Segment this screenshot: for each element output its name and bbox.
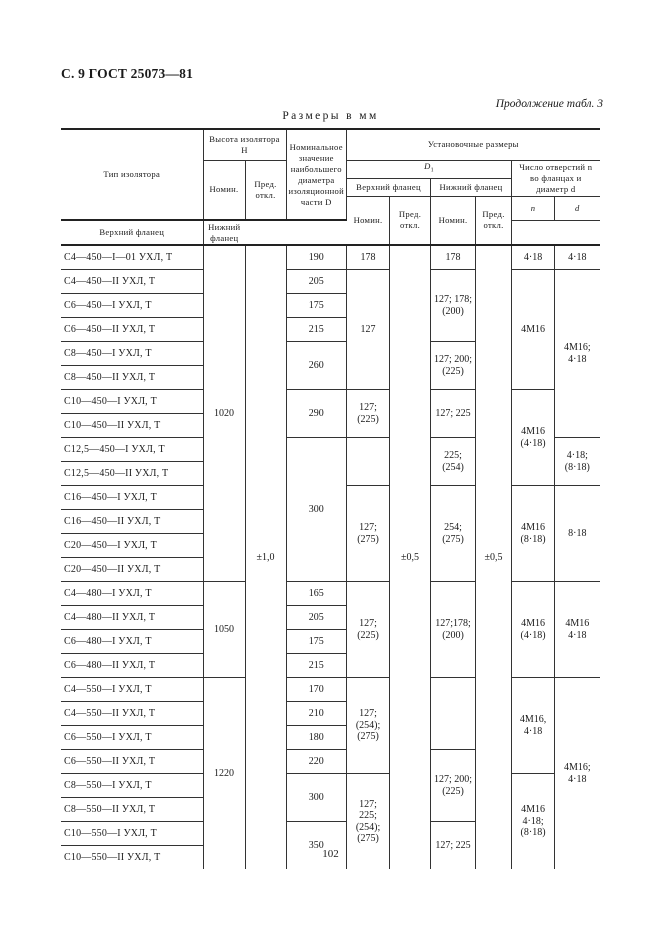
row-type: С4—550—I УХЛ, Т: [61, 678, 203, 702]
row-type: С8—550—I УХЛ, Т: [61, 774, 203, 798]
diameter-cell: 215: [286, 318, 347, 342]
row-type: С8—450—II УХЛ, Т: [61, 366, 203, 390]
holes-d-cell: 4·18: [555, 245, 600, 270]
table-continuation-note: Продолжение табл. 3: [495, 98, 603, 110]
row-type: С10—450—II УХЛ, Т: [61, 414, 203, 438]
lower-nomin-cell: 178: [431, 245, 476, 270]
col-header-type: Тип изолятора: [61, 129, 203, 220]
insulator-spec-table: [61, 128, 600, 869]
holes-n-cell: 4·18: [512, 245, 555, 270]
diameter-cell: 215: [286, 654, 347, 678]
lower-nomin-cell: 127; 178; (200): [431, 270, 476, 342]
row-type: С4—480—I УХЛ, Т: [61, 582, 203, 606]
upper-nomin-cell: 127; (225): [347, 390, 390, 438]
row-type: С6—480—I УХЛ, Т: [61, 630, 203, 654]
holes-n-cell: 4М16, 4·18: [512, 678, 555, 774]
height-tol-cell: ±1,0: [245, 245, 286, 869]
diameter-cell: 180: [286, 726, 347, 750]
height-nomin-cell: 1020: [203, 245, 245, 582]
col-header-upper-nomin: Номин.: [347, 196, 390, 245]
row-type: С8—450—I УХЛ, Т: [61, 342, 203, 366]
col-header-d: d: [555, 196, 600, 220]
upper-nomin-cell: [347, 438, 390, 486]
row-type: С6—450—I УХЛ, Т: [61, 294, 203, 318]
row-type: С10—550—I УХЛ, Т: [61, 822, 203, 846]
d1-subscript: 1: [430, 167, 434, 174]
upper-nomin-cell: 178: [347, 245, 390, 270]
upper-nomin-cell: 127; (275): [347, 486, 390, 582]
holes-n-cell: 4М16 4·18; (8·18): [512, 774, 555, 870]
diameter-cell: 175: [286, 630, 347, 654]
col-header-lower-flange: Нижний фланец: [431, 178, 512, 196]
row-type: С4—450—I—01 УХЛ, Т: [61, 245, 203, 270]
diameter-cell: 260: [286, 342, 347, 390]
col-header-upper-flange: Верхний фланец: [347, 178, 431, 196]
lower-nomin-cell: 127; 225: [431, 822, 476, 870]
col-header-height-tol: Пред. откл.: [245, 160, 286, 220]
row-type: С20—450—II УХЛ, Т: [61, 558, 203, 582]
upper-nomin-cell: 127: [347, 270, 390, 390]
col-header-d-lower: Нижний фланец: [203, 220, 245, 245]
row-type: С10—550—II УХЛ, Т: [61, 846, 203, 870]
col-header-height: Высота изолятора H: [203, 129, 286, 160]
diameter-cell: 205: [286, 606, 347, 630]
row-type: С6—550—II УХЛ, Т: [61, 750, 203, 774]
lower-nomin-cell: 254; (275): [431, 486, 476, 582]
holes-d-cell: 4М16; 4·18: [555, 678, 600, 870]
height-nomin-cell: 1220: [203, 678, 245, 870]
upper-nomin-cell: 127; 225; (254); (275): [347, 774, 390, 870]
holes-d-cell: 4М16; 4·18: [555, 270, 600, 438]
diameter-cell: 220: [286, 750, 347, 774]
diameter-cell: 300: [286, 438, 347, 582]
holes-n-cell: 4М16 (4·18): [512, 582, 555, 678]
page-header: С. 9 ГОСТ 25073—81: [61, 66, 194, 81]
row-type: С12,5—450—II УХЛ, Т: [61, 462, 203, 486]
col-header-holes: Число отверстий n во фланцах и диаметр d: [512, 160, 600, 196]
holes-d-cell: 4·18; (8·18): [555, 438, 600, 486]
diameter-cell: 205: [286, 270, 347, 294]
lower-nomin-cell: 127; 200; (225): [431, 342, 476, 390]
col-header-upper-tol: Пред. откл.: [390, 196, 431, 245]
row-type: С6—480—II УХЛ, Т: [61, 654, 203, 678]
diameter-cell: 300: [286, 774, 347, 822]
diameter-cell: 175: [286, 294, 347, 318]
col-header-n-upper: Верхний фланец: [61, 220, 203, 245]
col-header-d1: $D_1$: [347, 160, 512, 178]
page-number: 102: [322, 848, 339, 860]
diameter-cell: 170: [286, 678, 347, 702]
diameter-cell: 190: [286, 245, 347, 270]
lower-nomin-cell: [431, 678, 476, 750]
lower-tol-cell: ±0,5: [476, 245, 512, 869]
row-type: С16—450—II УХЛ, Т: [61, 510, 203, 534]
lower-nomin-cell: 127; 225: [431, 390, 476, 438]
lower-nomin-cell: 127; 200; (225): [431, 750, 476, 822]
row-type: С4—450—II УХЛ, Т: [61, 270, 203, 294]
col-header-height-nomin: Номин.: [203, 160, 245, 220]
diameter-cell: 350: [286, 822, 347, 870]
row-type: С4—550—II УХЛ, Т: [61, 702, 203, 726]
row-type: С6—450—II УХЛ, Т: [61, 318, 203, 342]
holes-n-cell: 4М16: [512, 270, 555, 390]
row-type: С10—450—I УХЛ, Т: [61, 390, 203, 414]
upper-nomin-cell: 127; (254); (275): [347, 678, 390, 774]
holes-n-cell: 4М16 (4·18): [512, 390, 555, 486]
row-type: С12,5—450—I УХЛ, Т: [61, 438, 203, 462]
row-type: С4—480—II УХЛ, Т: [61, 606, 203, 630]
row-type: С20—450—I УХЛ, Т: [61, 534, 203, 558]
upper-nomin-cell: 127; (225): [347, 582, 390, 678]
diameter-cell: 210: [286, 702, 347, 726]
holes-n-cell: 4М16 (8·18): [512, 486, 555, 582]
upper-tol-cell: ±0,5: [390, 245, 431, 869]
row-type: С8—550—II УХЛ, Т: [61, 798, 203, 822]
holes-d-cell: 4М16 4·18: [555, 582, 600, 678]
col-header-diameter: Номинальное значение наибольшего диаметра изоляционной части D: [286, 129, 347, 220]
col-header-lower-nomin: Номин.: [431, 196, 476, 245]
diameter-cell: 290: [286, 390, 347, 438]
holes-d-cell: 8·18: [555, 486, 600, 582]
diameter-cell: 165: [286, 582, 347, 606]
lower-nomin-cell: 225; (254): [431, 438, 476, 486]
col-header-install: Установочные размеры: [347, 129, 600, 160]
lower-nomin-cell: 127;178; (200): [431, 582, 476, 678]
dimensions-caption: Размеры в мм: [282, 110, 379, 122]
row-type: С6—550—I УХЛ, Т: [61, 726, 203, 750]
height-nomin-cell: 1050: [203, 582, 245, 678]
col-header-n: n: [512, 196, 555, 220]
row-type: С16—450—I УХЛ, Т: [61, 486, 203, 510]
col-header-lower-tol: Пред. откл.: [476, 196, 512, 245]
